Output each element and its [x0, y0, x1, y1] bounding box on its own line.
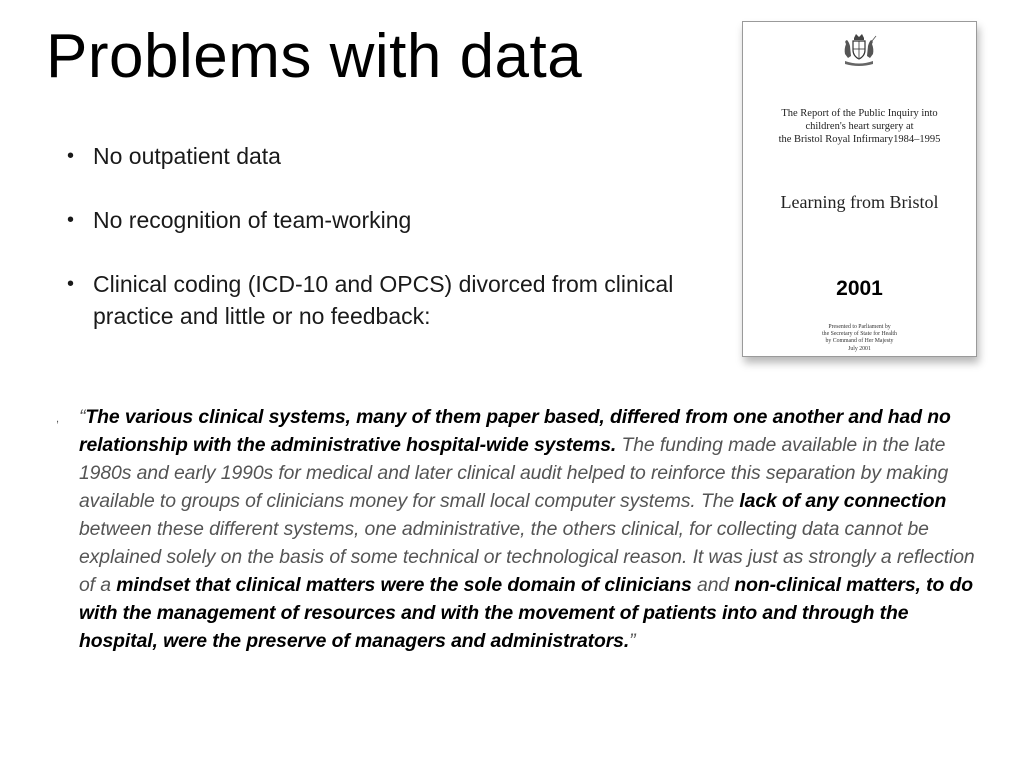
quote-bold-segment: The various clinical systems, many of them paper based, differed from one another and had no relationship with the administrative hospital-wide systems. — [79, 406, 951, 456]
bullet-text: Clinical coding (ICD-10 and OPCS) divorced from clinical practice and little or no feedback: — [93, 271, 674, 329]
quote-marker: , — [56, 413, 60, 425]
bullet-list — [62, 140, 682, 332]
quote-bold-segment: lack of any connection — [739, 490, 947, 512]
bullet-dot-icon: • — [67, 273, 75, 295]
slide-title: Problems with data — [46, 22, 583, 91]
quote-close-mark: ” — [629, 630, 636, 652]
bullet-text: No recognition of team-working — [93, 207, 412, 233]
report-subtitle: The Report of the Public Inquiry into children's heart surgery at the Bristol Royal Infirmary1984–1995 — [778, 108, 941, 145]
royal-coat-of-arms-icon — [839, 32, 879, 68]
quote-bold-segment: non-clinical matters, to do with the management of resources and with the movement of patients into and through the hospital, were the preserve of managers and administrators. — [79, 574, 973, 652]
bullet-text: No outpatient data — [93, 143, 281, 169]
bullet-dot-icon: • — [67, 209, 75, 231]
bullet-dot-icon: • — [67, 145, 75, 167]
quote-bold-segment: mindset that clinical matters were the sole domain of clinicians — [116, 574, 692, 596]
report-footer: Presented to Parliament by the Secretary of State for Health by Command of Her Majesty July 2001 — [822, 324, 897, 352]
report-year: 2001 — [836, 277, 883, 300]
quote-segment: between these different systems, one administrative, the others clinical, for collecting data cannot be explained solely on the basis of some technical or technological reason. It was just as strongly a reflection of a — [79, 518, 975, 596]
inquiry-quote — [79, 403, 979, 655]
bullet-item — [62, 140, 682, 172]
bullet-item — [62, 268, 682, 332]
quote-segment: The funding made available in the late 1980s and early 1990s for medical and later clinical audit helped to reinforce this separation by making available to groups of clinicians money for small local computer systems. The — [79, 434, 949, 512]
bullet-item — [62, 204, 682, 236]
report-title: Learning from Bristol — [780, 192, 939, 212]
quote-open-mark: “ — [79, 406, 86, 428]
quote-segment: and — [691, 574, 735, 596]
report-cover-image — [742, 21, 977, 357]
